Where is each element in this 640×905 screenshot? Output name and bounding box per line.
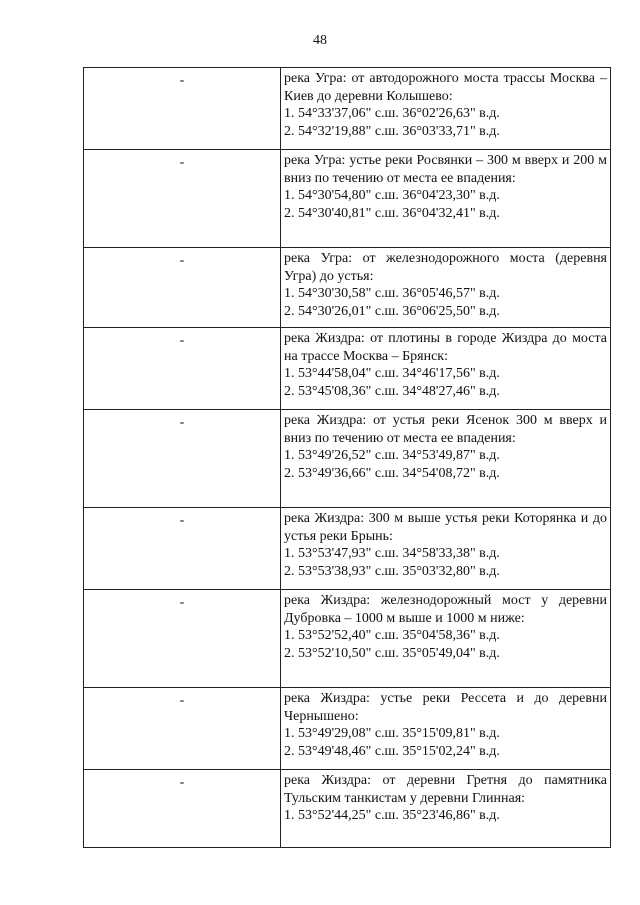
row-description-cell bbox=[281, 410, 611, 508]
table-row bbox=[84, 770, 611, 848]
river-section-description: река Угра: от железнодорожного моста (деревня Угра) до устья: bbox=[284, 251, 607, 284]
row-dash: - bbox=[179, 253, 185, 268]
row-dash: - bbox=[179, 595, 185, 610]
row-description-cell bbox=[281, 248, 611, 328]
table-row bbox=[84, 410, 611, 508]
page-number: 48 bbox=[313, 33, 327, 48]
row-dash: - bbox=[179, 693, 185, 708]
coordinate-line: 2. 53°45'08,36" с.ш. 34°48'27,46" в.д. bbox=[284, 383, 500, 399]
river-section-description: река Жиздра: 300 м выше устья реки Которянка и до устья реки Брынь: bbox=[284, 511, 607, 544]
river-section-description: река Жиздра: железнодорожный мост у деревни Дубровка – 1000 м выше и 1000 м ниже: bbox=[284, 593, 607, 626]
row-dash-cell bbox=[84, 68, 281, 150]
river-section-description: река Жиздра: устье реки Рессета и до деревни Чернышено: bbox=[284, 691, 607, 724]
row-dash: - bbox=[179, 333, 185, 348]
table-row bbox=[84, 248, 611, 328]
coordinate-line: 2. 54°30'40,81" с.ш. 36°04'32,41" в.д. bbox=[284, 205, 500, 221]
coordinate-line: 1. 53°52'52,40" с.ш. 35°04'58,36" в.д. bbox=[284, 628, 500, 643]
row-description-cell bbox=[281, 328, 611, 410]
river-section-description: река Жиздра: от плотины в городе Жиздра до моста на трассе Москва – Брянск: bbox=[284, 331, 607, 364]
table-row bbox=[84, 688, 611, 770]
row-dash-cell bbox=[84, 688, 281, 770]
coordinate-line: 2. 54°32'19,88" с.ш. 36°03'33,71" в.д. bbox=[284, 123, 500, 139]
row-dash-cell bbox=[84, 770, 281, 848]
row-dash: - bbox=[179, 513, 185, 528]
coordinate-line: 1. 54°30'30,58" с.ш. 36°05'46,57" в.д. bbox=[284, 286, 500, 301]
coordinate-line: 2. 53°53'38,93" с.ш. 35°03'32,80" в.д. bbox=[284, 563, 500, 579]
row-dash-cell bbox=[84, 328, 281, 410]
row-dash-cell bbox=[84, 508, 281, 590]
coordinate-line: 1. 54°30'54,80" с.ш. 36°04'23,30" в.д. bbox=[284, 188, 500, 203]
river-section-description: река Угра: устье реки Росвянки – 300 м вверх и 200 м вниз по течению от места ее впадения: bbox=[284, 153, 607, 186]
table-row bbox=[84, 508, 611, 590]
row-description-cell bbox=[281, 68, 611, 150]
row-description-cell bbox=[281, 150, 611, 248]
row-dash-cell bbox=[84, 590, 281, 688]
coordinate-line: 1. 53°44'58,04" с.ш. 34°46'17,56" в.д. bbox=[284, 366, 500, 381]
table-row bbox=[84, 68, 611, 150]
coordinate-line: 1. 53°49'26,52" с.ш. 34°53'49,87" в.д. bbox=[284, 448, 500, 463]
table-body bbox=[84, 68, 611, 848]
coordinate-line: 2. 53°49'36,66" с.ш. 34°54'08,72" в.д. bbox=[284, 465, 500, 481]
row-dash: - bbox=[179, 155, 185, 170]
row-description-cell bbox=[281, 590, 611, 688]
row-dash-cell bbox=[84, 410, 281, 508]
river-section-description: река Угра: от автодорожного моста трассы Москва – Киев до деревни Колышево: bbox=[284, 71, 607, 104]
row-dash-cell bbox=[84, 248, 281, 328]
row-description-cell bbox=[281, 508, 611, 590]
row-dash: - bbox=[179, 415, 185, 430]
coordinate-line: 1. 54°33'37,06" с.ш. 36°02'26,63" в.д. bbox=[284, 106, 500, 121]
coordinate-line: 1. 53°53'47,93" с.ш. 34°58'33,38" в.д. bbox=[284, 546, 500, 561]
river-section-description: река Жиздра: от деревни Гретня до памятника Тульским танкистам у деревни Глинная: bbox=[284, 773, 607, 806]
coordinate-line: 1. 53°49'29,08" с.ш. 35°15'09,81" в.д. bbox=[284, 726, 500, 741]
row-dash: - bbox=[179, 73, 185, 88]
row-dash-cell bbox=[84, 150, 281, 248]
row-description-cell bbox=[281, 770, 611, 848]
row-description-cell bbox=[281, 688, 611, 770]
table-row bbox=[84, 328, 611, 410]
coordinate-line: 2. 53°49'48,46" с.ш. 35°15'02,24" в.д. bbox=[284, 743, 500, 759]
water-areas-table bbox=[83, 67, 611, 848]
table-row bbox=[84, 590, 611, 688]
coordinate-line: 2. 53°52'10,50" с.ш. 35°05'49,04" в.д. bbox=[284, 645, 500, 661]
row-dash: - bbox=[179, 775, 185, 790]
coordinate-line: 2. 54°30'26,01" с.ш. 36°06'25,50" в.д. bbox=[284, 303, 500, 319]
river-section-description: река Жиздра: от устья реки Ясенок 300 м вверх и вниз по течению от места ее впадения: bbox=[284, 413, 607, 446]
table-row bbox=[84, 150, 611, 248]
coordinate-line: 1. 53°52'44,25" с.ш. 35°23'46,86" в.д. bbox=[284, 808, 500, 823]
